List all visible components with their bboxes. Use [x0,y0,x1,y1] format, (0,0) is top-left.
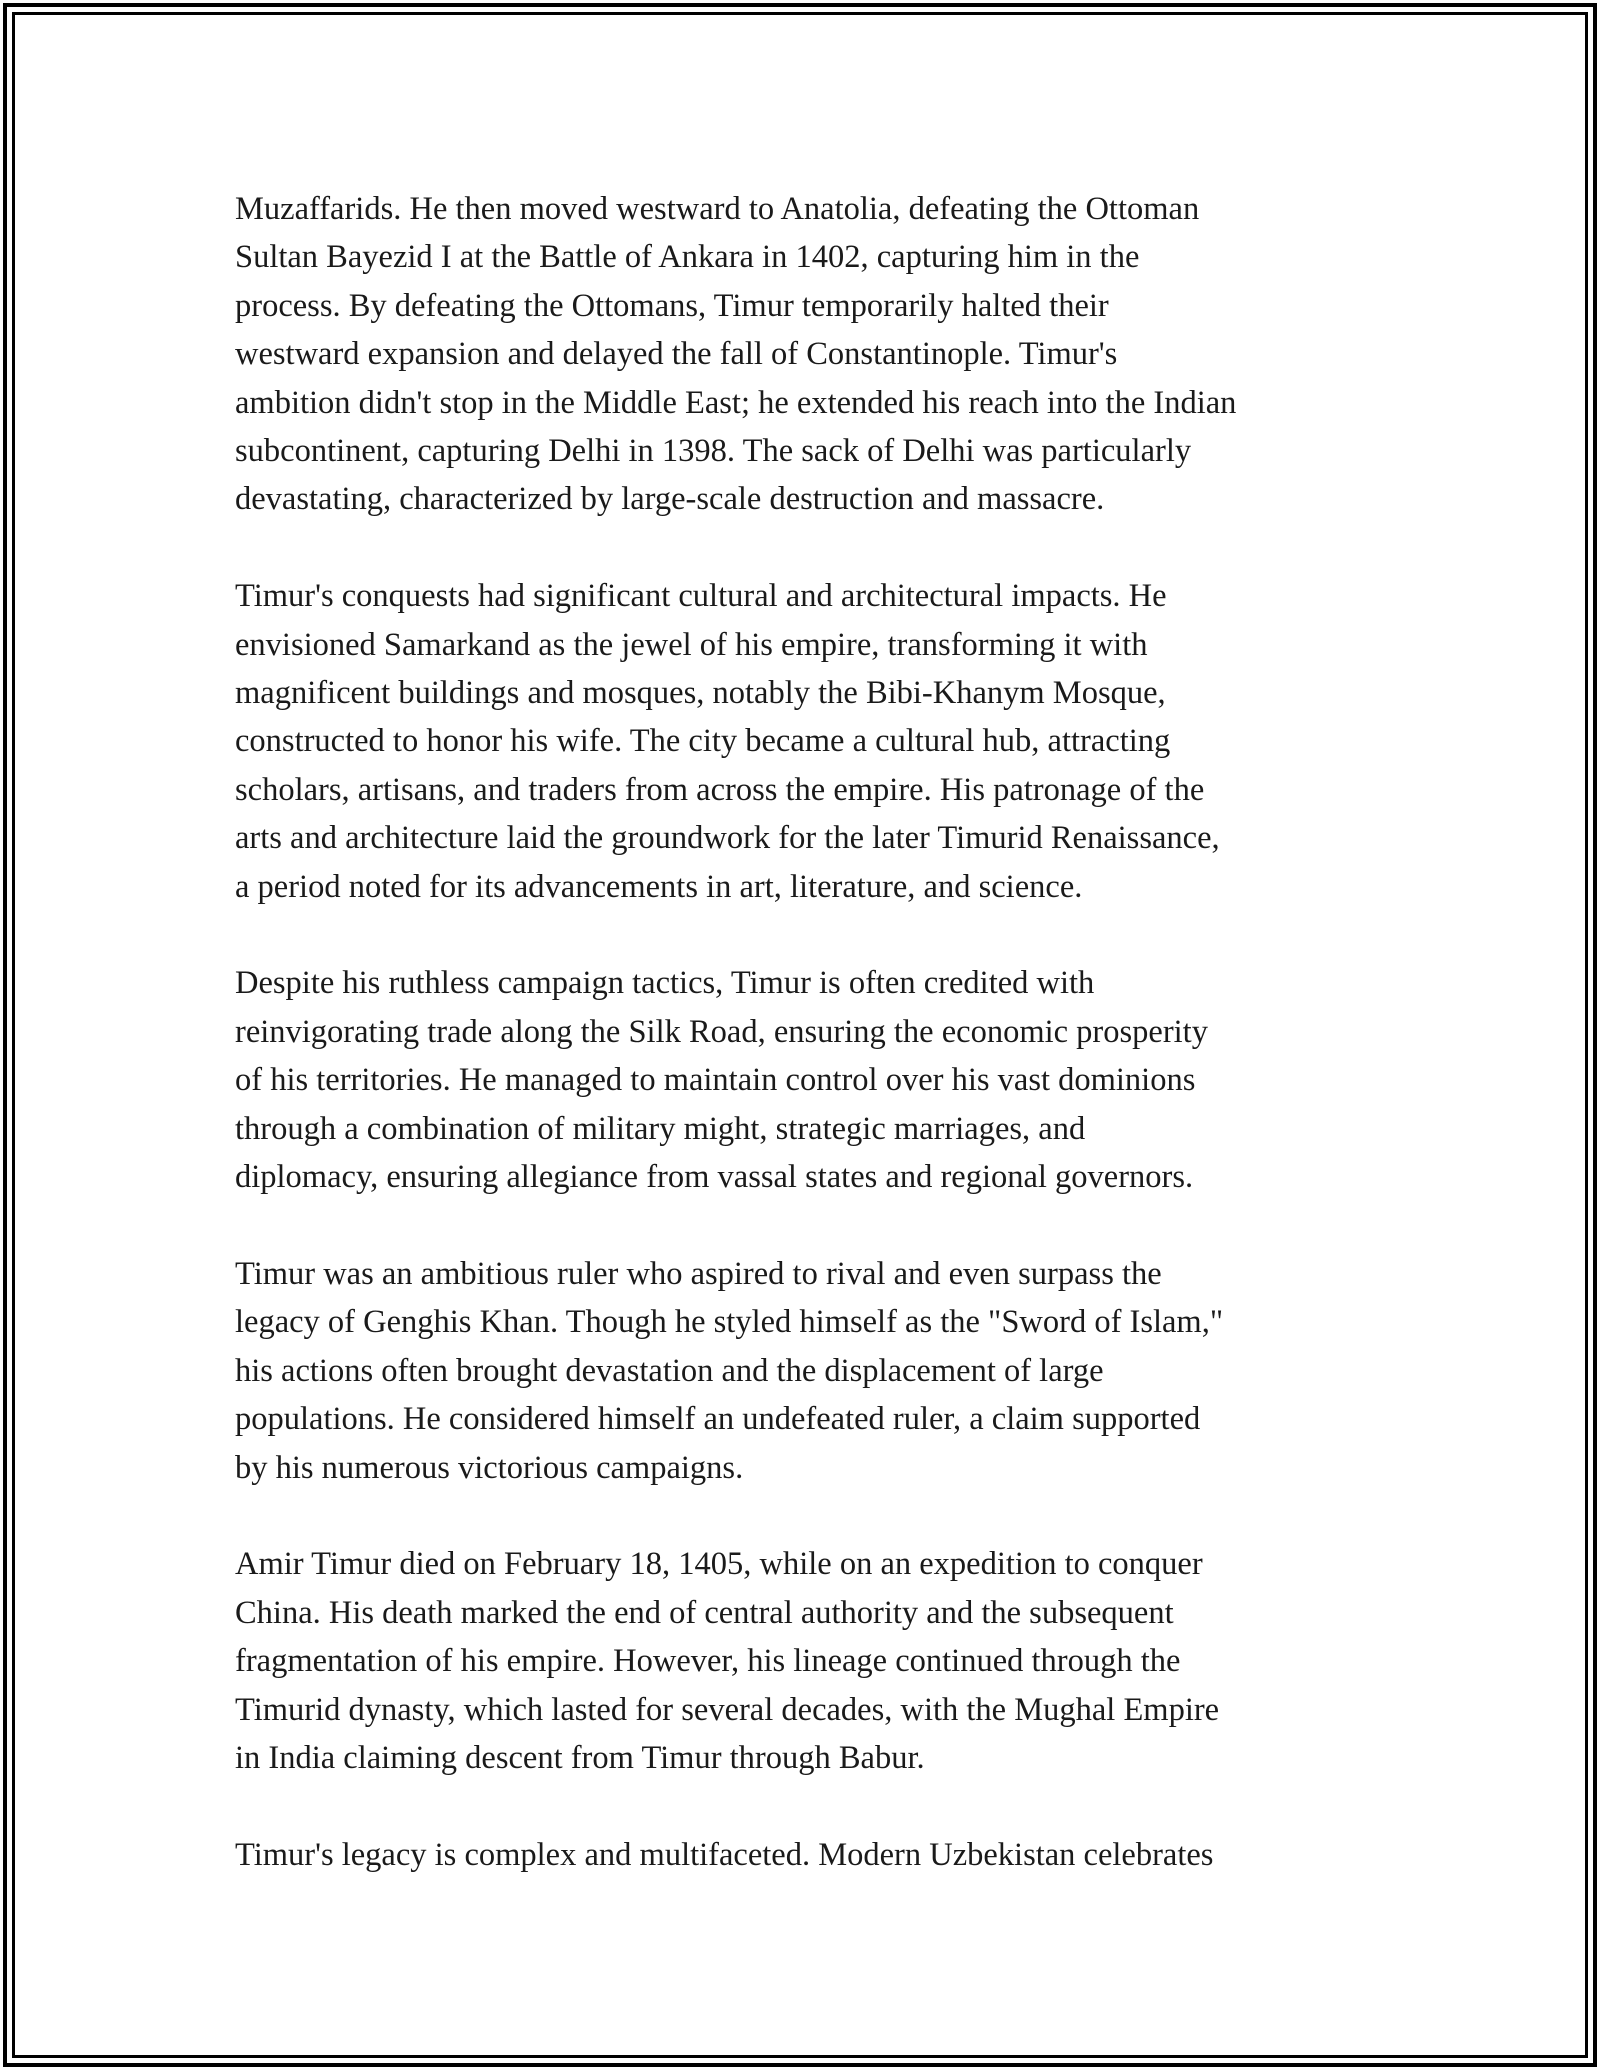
text-line: his actions often brought devastation and the displacement of large [235,1352,1104,1389]
document-body [235,185,1375,1928]
text-line: reinvigorating trade along the Silk Road, ensuring the economic prosperity [235,1013,1208,1050]
text-line: a period noted for its advancements in art, literature, and science. [235,868,1083,905]
text-line: Timur's legacy is complex and multifaceted. Modern Uzbekistan celebrates [235,1836,1214,1873]
text-line: by his numerous victorious campaigns. [235,1449,744,1486]
text-line: Despite his ruthless campaign tactics, Timur is often credited with [235,965,1095,1002]
text-line: legacy of Genghis Khan. Though he styled himself as the "Sword of Islam," [235,1304,1224,1341]
text-line: envisioned Samarkand as the jewel of his empire, transforming it with [235,626,1148,663]
text-line: Amir Timur died on February 18, 1405, while on an expedition to conquer [235,1546,1203,1583]
text-line: through a combination of military might, strategic marriages, and [235,1110,1086,1147]
text-line: China. His death marked the end of central authority and the subsequent [235,1594,1174,1631]
text-line: westward expansion and delayed the fall of Constantinople. Timur's [235,336,1118,373]
text-line: of his territories. He managed to maintain control over his vast dominions [235,1062,1196,1099]
text-line: diplomacy, ensuring allegiance from vassal states and regional governors. [235,1159,1194,1196]
paragraph-death [235,1540,1375,1782]
text-line: populations. He considered himself an undefeated ruler, a claim supported [235,1401,1201,1438]
text-line: magnificent buildings and mosques, notably the Bibi-Khanym Mosque, [235,675,1166,712]
paragraph-ankara [235,185,1375,524]
text-line: Timur was an ambitious ruler who aspired to rival and even surpass the [235,1255,1162,1292]
text-line: Muzaffarids. He then moved westward to Anatolia, defeating the Ottoman [235,191,1200,227]
text-line: subcontinent, capturing Delhi in 1398. The sack of Delhi was particularly [235,433,1192,470]
paragraph-silk-road [235,959,1375,1201]
text-line: fragmentation of his empire. However, his lineage continued through the [235,1643,1181,1680]
paragraph-cultural-impact [235,572,1375,911]
paragraph-legacy [235,1831,1375,1879]
text-line: in India claiming descent from Timur through Babur. [235,1739,925,1776]
text-line: arts and architecture laid the groundwork for the later Timurid Renaissance, [235,820,1220,857]
text-line: process. By defeating the Ottomans, Timur temporarily halted their [235,287,1109,324]
paragraph-ambition [235,1250,1375,1492]
text-line: ambition didn't stop in the Middle East; he extended his reach into the Indian [235,384,1237,421]
text-line: scholars, artisans, and traders from across the empire. His patronage of the [235,771,1205,808]
text-line: Timur's conquests had significant cultural and architectural impacts. He [235,578,1167,615]
text-line: devastating, characterized by large-scale destruction and massacre. [235,481,1105,518]
text-line: Sultan Bayezid I at the Battle of Ankara in 1402, capturing him in the [235,239,1140,276]
text-line: Timurid dynasty, which lasted for several decades, with the Mughal Empire [235,1691,1220,1728]
text-line: constructed to honor his wife. The city became a cultural hub, attracting [235,723,1171,760]
